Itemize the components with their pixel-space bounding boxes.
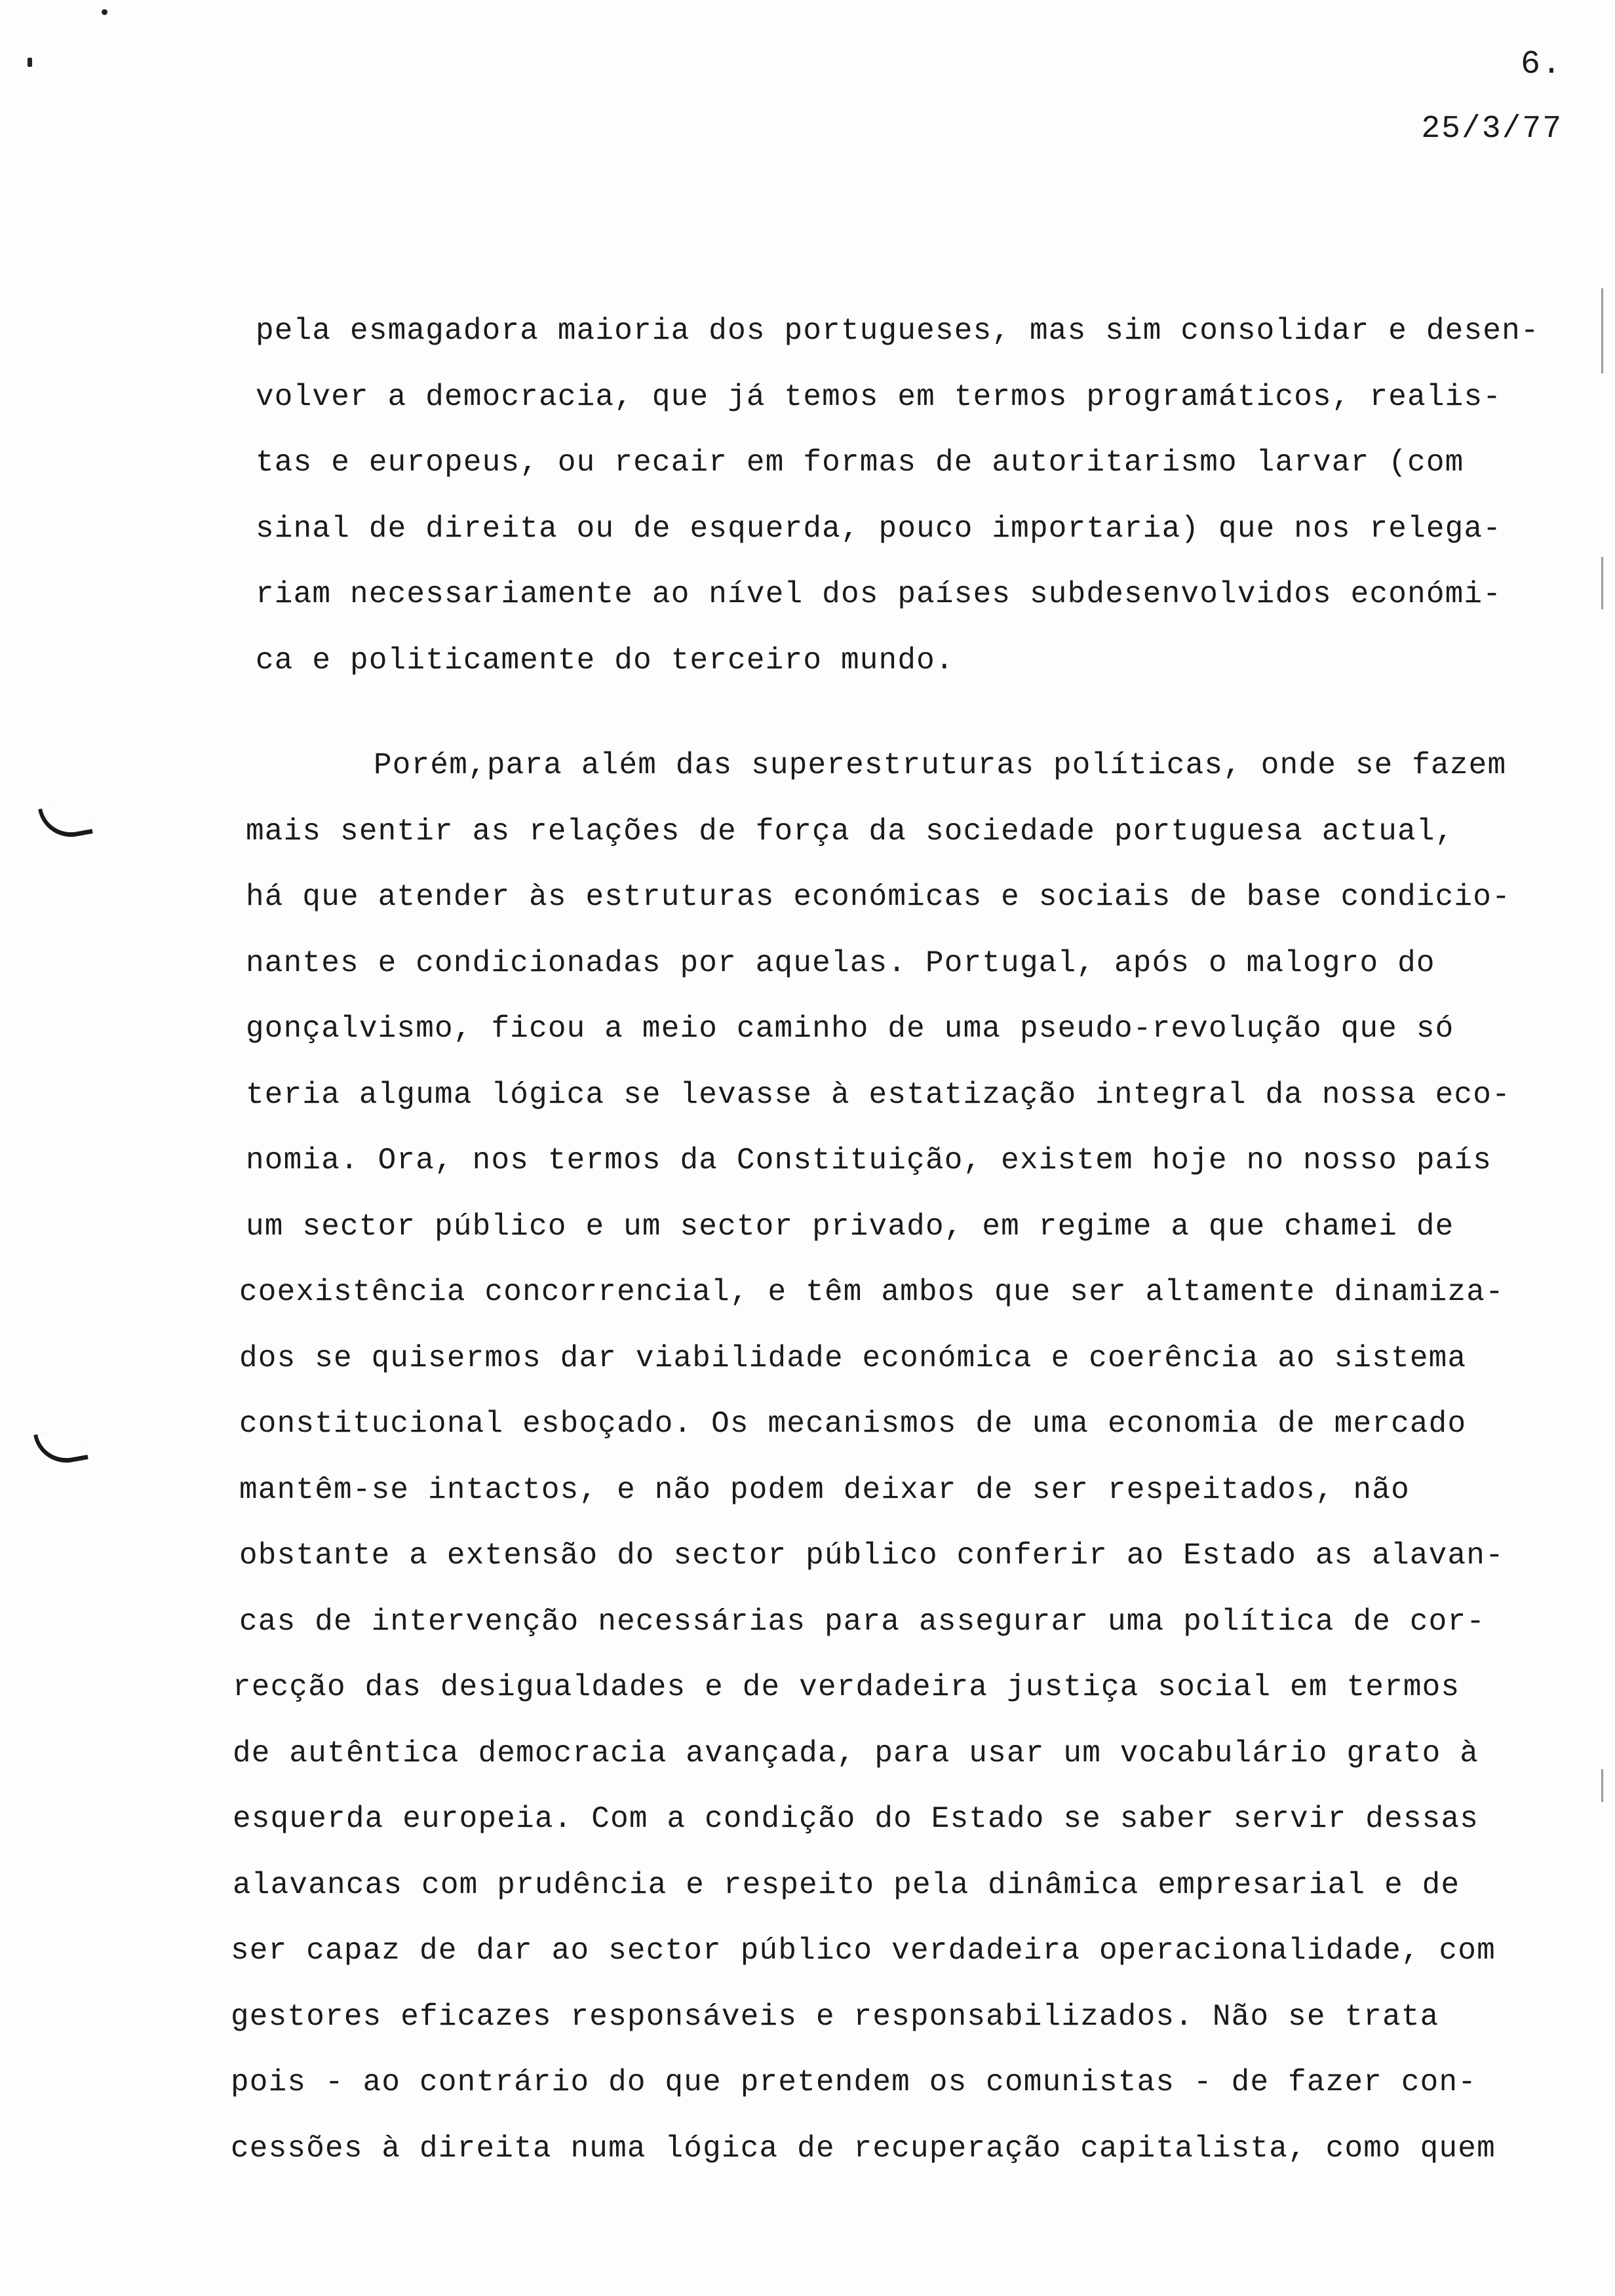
text-line: coexistência concorrencial, e têm ambos que ser altamente dinamiza- <box>239 1275 1504 1309</box>
text-line: esquerda europeia. Com a condição do Estado se saber servir dessas <box>233 1802 1479 1836</box>
text-line: nomia. Ora, nos termos da Constituição, existem hoje no nosso país <box>246 1143 1492 1177</box>
page-date: 25/3/77 <box>1421 111 1563 147</box>
text-line: sinal de direita ou de esquerda, pouco importaria) que nos relega- <box>256 511 1502 546</box>
text-line: alavancas com prudência e respeito pela dinâmica empresarial e de <box>233 1867 1460 1902</box>
body-text <box>231 298 1580 2181</box>
text-line: volver a democracia, que já temos em termos programáticos, realis- <box>256 379 1502 414</box>
text-line: gonçalvismo, ficou a meio caminho de uma pseudo-revolução que só <box>246 1012 1454 1046</box>
page-edge-mark <box>1601 1769 1603 1802</box>
paragraph <box>231 733 1580 2181</box>
text-line: riam necessariamente ao nível dos países subdesenvolvidos económi- <box>256 577 1502 611</box>
scan-speck <box>28 58 32 67</box>
text-line: Porém,para além das superestruturas políticas, onde se fazem <box>374 748 1507 782</box>
text-line: mantêm-se intactos, e não podem deixar de ser respeitados, não <box>239 1472 1410 1507</box>
page-edge-mark <box>1601 288 1603 373</box>
text-line: há que atender às estruturas económicas e sociais de base condicio- <box>246 880 1511 914</box>
page-number: 6. <box>1520 46 1563 83</box>
text-line: de autêntica democracia avançada, para usar um vocabulário grato à <box>233 1736 1479 1770</box>
text-line: cessões à direita numa lógica de recuperação capitalista, como quem <box>231 2131 1496 2166</box>
text-line: ca e politicamente do terceiro mundo. <box>256 643 954 678</box>
text-line: dos se quisermos dar viabilidade económica e coerência ao sistema <box>239 1341 1467 1375</box>
punch-hole-mark <box>38 801 93 842</box>
punch-hole-mark <box>33 1426 88 1468</box>
text-line: recção das desigualdades e de verdadeira justiça social em termos <box>233 1670 1460 1704</box>
page-edge-mark <box>1601 557 1603 609</box>
paragraph <box>256 298 1580 693</box>
text-line: teria alguma lógica se levasse à estatização integral da nossa eco- <box>246 1077 1511 1112</box>
text-line: cas de intervenção necessárias para assegurar uma política de cor- <box>239 1604 1486 1639</box>
text-line: gestores eficazes responsáveis e responsabilizados. Não se trata <box>231 1999 1439 2034</box>
text-line: constitucional esboçado. Os mecanismos de uma economia de mercado <box>239 1407 1467 1441</box>
text-line: pois - ao contrário do que pretendem os comunistas - de fazer con- <box>231 2065 1477 2099</box>
scan-speck <box>102 9 107 15</box>
text-line: tas e europeus, ou recair em formas de autoritarismo larvar (com <box>256 446 1464 480</box>
text-line: mais sentir as relações de força da sociedade portuguesa actual, <box>246 814 1454 849</box>
text-line: nantes e condicionadas por aquelas. Portugal, após o malogro do <box>246 946 1435 980</box>
text-line: um sector público e um sector privado, em regime a que chamei de <box>246 1209 1454 1244</box>
text-line: ser capaz de dar ao sector público verdadeira operacionalidade, com <box>231 1934 1496 1968</box>
text-line: pela esmagadora maioria dos portugueses, mas sim consolidar e desen- <box>256 314 1540 348</box>
text-line: obstante a extensão do sector público conferir ao Estado as alavan- <box>239 1539 1504 1573</box>
